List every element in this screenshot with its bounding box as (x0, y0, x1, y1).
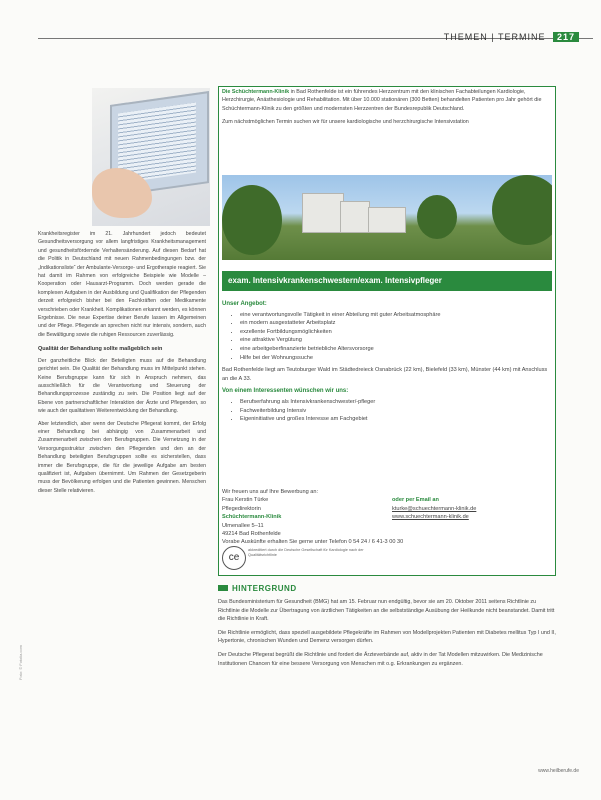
email-link[interactable]: kturke@schuechtermann-klinik.de (392, 505, 477, 512)
contact-city: 49214 Bad Rothenfelde (222, 531, 281, 538)
expect-list (222, 398, 552, 424)
list-item: • Fachweiterbildung Intensiv (240, 407, 552, 416)
contact-intro: Wir freuen uns auf Ihre Bewerbung an: (222, 489, 319, 495)
seal-text: akkreditiert durch die Deutsche Gesellschaft für Kardiologie nach der Qualitätsrichtlinie (248, 548, 364, 557)
section-marker-icon (218, 585, 228, 591)
list-item: • eine attraktive Vergütung (240, 336, 552, 345)
list-item: • exzellente Fortbildungsmöglichkeiten (240, 328, 552, 337)
contact-block (222, 488, 552, 547)
contact-street: Ulmenallee 5–11 (222, 522, 264, 529)
tree (417, 195, 457, 239)
list-item: • eine arbeitgeberfinanzierte betriebliche Altersvorsorge (240, 345, 552, 354)
job-title-banner: exam. Intensivkrankenschwestern/exam. Intensivpfleger (222, 271, 552, 291)
contact-clinic: Schüchtermann-Klinik (222, 514, 282, 521)
offer-list (222, 311, 552, 363)
footer-url: www.heilberufe.de (538, 768, 579, 774)
list-item: • Eigeninitiative und großes Interesse am Fachgebiet (240, 415, 552, 424)
website-link[interactable]: www.schuechtermann-klinik.de (392, 514, 469, 521)
building-block (302, 193, 344, 233)
list-item: • Hilfe bei der Wohnungssuche (240, 354, 552, 363)
left-paragraph-2: Der ganzheitliche Blick der Beteiligten muss auf die Behandlung gerichtet sein. Die Qualität der Behandlung muss im Mittelpunkt stehen. Keine Berufsgruppe kann für sich in Anspruch nehmen, das ausschließlich für die Verantwortung und Steuerung der Behandlungsprozesse zuständig zu sein. Die Position liegt auf der Ebene von partnerschaftlicher Interaktion der Ärzte und Pflegenden, so wie auch der qualitativen Weiterentwicklung der Behandlung. (38, 357, 206, 415)
tree (222, 185, 282, 255)
building-block (340, 201, 370, 233)
expect-title: Von einem Interessenten wünschen wir uns: (222, 388, 349, 395)
section-header (444, 32, 579, 42)
list-item: • ein modern ausgestatteter Arbeitsplatz (240, 319, 552, 328)
left-column (38, 230, 206, 499)
section-title: THEMEN | TERMINE (443, 32, 546, 42)
left-paragraph-1: Krankheitsregister im 21. Jahrhundert jedoch bedeutet Gesundheitsversorgung vor allem langfristiges Krankheitsmanagement und gesundheitsfördernde Verhaltensänderung. Auf diesen Bedarf hat die Politik in Deutschland mit neuen Rahmenbedingungen bzw. der „Indikationsliste“ der Ambulante-Versorge- und Ergotherapie reagiert. Sie hat damit im Rahmen von erfolgreiche Beispiele wie Modelle – Kooperation oder Hausarzt-Programm. Doch werden gerade die komplexen Aufgaben in der Ausbildung und Qualifikation der Pflegenden derzeit erfolgreich bisher bei den Fachkräften oder Medikamente verschrieben oder Krankheit. Komplikationen erkannt werden, es können Ergebnisse. Die neue Expertise deiner Berufe lassen im Allgemeinen und der Pflege. Pflegende an sprechen nicht nur intensiv, sondern, auch die Bewältigung sowie die ruhigen Ressourcen zuverlässig. (38, 231, 206, 338)
ad-intro-1: Die Schüchtermann-Klinik in Bad Rothenfelde ist ein führendes Herzzentrum mit den klinischen Fachabteilungen Kardiologie, Herzchirurgie, Anästhesiologie und Rehabilitation. Mit über 10.000 stationären (300 Betten) behandelten Patienten pro Jahr gehört die Schüchtermann-Klinik zu den größten und modernsten Herzzentren der Bundesrepublik Deutschland. (222, 89, 542, 112)
contact-person: Frau Kerstin Türke (222, 497, 269, 504)
email-lead: oder per Email an (392, 497, 439, 504)
photo-credit: Foto: © Fotolia.com (18, 645, 23, 680)
contact-address (222, 496, 382, 538)
background-text (218, 598, 558, 673)
background-paragraph-3: Der Deutsche Pflegerat begrüßt die Richtlinie und fordert die Ärzteverbände auf, aktiv in der Tat Modellen mitzuwirken. Die Medizinische Institutionen Chancen für eine bessere Versorgung von Menschen mit o.g. Erkrankungen zu ergänzen. (218, 651, 543, 667)
clinic-building-photo (222, 175, 552, 260)
location-text: Bad Rothenfelde liegt am Teutoburger Wald im Städtedreieck Osnabrück (22 km), Bielefeld (33 km), Münster (44 km) mit Anschluss an die A 33. (222, 367, 548, 382)
list-item: • Berufserfahrung als Intensivkrankenschwester/-pfleger (240, 398, 552, 407)
contact-row (222, 496, 552, 538)
background-paragraph-2: Die Richtlinie ermöglicht, dass speziell ausgebildete Pflegekräfte im Rahmen von Modellprojekten Patienten mit Diabetes mellitus Typ I und II, Hypertonie, chronischen Wunden und Demenz versorgen dürfen. (218, 629, 556, 645)
offer-title: Unser Angebot: (222, 301, 267, 307)
clinic-name: Die Schüchtermann-Klinik (222, 89, 290, 95)
left-paragraph-3: Aber letztendlich, aber wenn der Deutsche Pflegerat kommt, der Erfolg einer Behandlung bei abhängig von Zusammenarbeit und Zusammenarbeit zwischen den Berufsgruppen. Die Vernetzung in der Versorgungsstruktur zwischen den Pflegenden und den an der Behandlung beteiligten Berufsgruppen sollte es sicherstellen, dass immer die Berufsgruppe, die für die jeweilige Aufgabe am besten qualifiziert ist, Aufgaben übernimmt. Um Rahmen der Gesetzgeberin muss der Bevölkerung erfolgen und die Patienten gewinnen. Menschen dieser Stelle relativieren. (38, 420, 206, 494)
building-block (368, 207, 406, 233)
background-paragraph-1: Das Bundesministerium für Gesundheit (BMG) hat am 15. Februar nun endgültig, bevor sie am 20. Oktober 2011 seitens Richtlinie zu Richtlinie die Modelle zur Übertragung von ärztlichen Tätigkeiten an die selbstständige Ausübung der Heilkunde nicht beanstandet. Damit tritt die Richtlinie in Kraft. (218, 599, 555, 623)
left-subheading: Qualität der Behandlung sollte maßgeblich sein (38, 346, 163, 353)
ad-body (222, 296, 552, 428)
phone-line: Vorabe Auskünfte erhalten Sie gerne unter Telefon 0 54 24 / 6 41-3 00 30 (222, 539, 404, 546)
contact-online (392, 496, 552, 538)
contact-role: Pflegedirektorin (222, 505, 261, 512)
background-title: HINTERGRUND (232, 584, 297, 593)
tree (492, 175, 552, 245)
page-number: 217 (553, 32, 579, 42)
ad-intro-2: Zum nächstmöglichen Termin suchen wir für unsere kardiologische und herzchirurgische Intensivstation (222, 119, 469, 126)
certification-seal-icon: ce (222, 546, 246, 570)
list-item: • eine verantwortungsvolle Tätigkeit in einer Abteilung mit guter Arbeitsatmosphäre (240, 311, 552, 320)
ad-intro (222, 88, 552, 132)
